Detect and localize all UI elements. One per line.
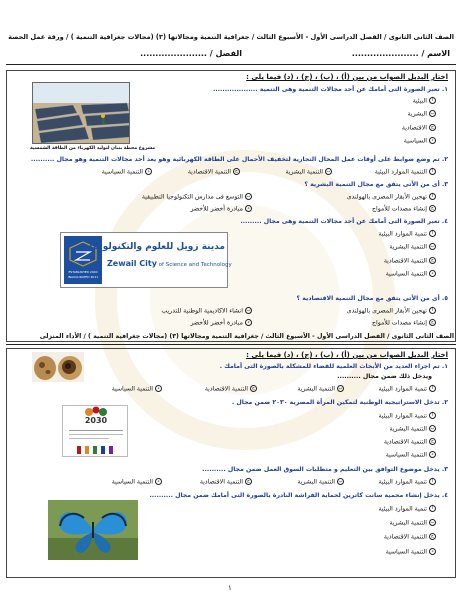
women-strategy-2030-poster	[62, 405, 128, 457]
section1-instruction: اختار البديل الصواب من بين (أ) ، (ب) ، (ج) ، (د) فيما يلى :	[246, 73, 448, 81]
hw-q4-option-d[interactable]: دالتنمية السياسية	[386, 548, 436, 557]
hw-q3-option-c[interactable]: جالتنمية الاقتصادية	[200, 478, 252, 487]
hw-q1-option-a[interactable]: أتنمية الموارد البيئية	[378, 385, 436, 394]
q5-option-d[interactable]: دمبادرة أخضر للأخضر	[191, 319, 253, 328]
hw-q2-option-a[interactable]: أتنمية الموارد البيئية	[378, 412, 436, 421]
hw-q1-subtext: ويدخل ذلك ضمن مجال ..........	[337, 373, 432, 380]
hw-q4-option-a[interactable]: أتنمية الموارد البيئية	[378, 505, 436, 514]
zewail-city-logo	[60, 232, 232, 288]
q5-option-b[interactable]: بانشاء الاكاديمية الوطنية للتدريب	[161, 307, 251, 315]
q3-option-a[interactable]: أتهجين الأبقار المصرى بالهولندى	[347, 193, 436, 202]
zewail-logo-emblem: ESTABLISHED 2000 INAUGURATED 2011	[64, 236, 102, 284]
solar-plant-image	[32, 82, 130, 144]
name-field-label: الاسم / ......................	[351, 49, 450, 58]
q4-option-a[interactable]: أتنمية الموارد البيئية	[378, 230, 436, 239]
homework-divider	[6, 344, 456, 345]
q2-text: ٢. تم وضع ضوابط على أوقات عمل المحال التجارية لتخفيف الأحمال على الطاقة الكهربائية وهو يعد أحد مجالات التنمية وهو مجال ..........	[30, 156, 448, 163]
hw-q3-text: ٣. يدخل موضوع التوافق بين التعليم و متطلبات السوق العمل ضمن مجال ..........	[202, 466, 448, 473]
hw-q1-option-c[interactable]: جالتنمية الاقتصادية	[205, 385, 257, 394]
header-divider	[6, 64, 456, 65]
hw-q4-option-b[interactable]: بالتنمية البشرية	[389, 519, 435, 527]
q3-option-b[interactable]: بالتوسع فى مدارس التكنولوجيا التطبيقية	[141, 193, 251, 201]
q2-option-a[interactable]: أالتنمية الموارد البيئية	[375, 168, 436, 177]
q3-option-c[interactable]: جإنشاء مصدات للأمواج	[372, 205, 436, 214]
q3-text: ٣. أى من الأتى يتفق مع مجال التنمية البشرية ؟	[304, 181, 448, 188]
q5-text: ٥. أى من الأتى يتفق مع مجال التنمية الاقتصادية ؟	[296, 295, 448, 302]
page-number: ١	[228, 584, 232, 592]
hw-q1-option-d[interactable]: دالتنمية السياسية	[112, 385, 162, 394]
poster-year: 2030	[84, 416, 108, 425]
hw-q1-option-b[interactable]: بالتنمية البشرية	[297, 385, 343, 393]
q5-option-c[interactable]: جإنشاء مصدات للأمواج	[372, 319, 436, 328]
hw-q3-option-d[interactable]: دالتنمية السياسية	[112, 478, 162, 487]
q1-option-c[interactable]: جالاقتصادية	[402, 124, 436, 133]
q1-option-a[interactable]: أالبيئية	[413, 97, 436, 106]
q2-option-d[interactable]: دالتنمية السياسية	[102, 168, 152, 177]
hw-q2-option-d[interactable]: دالتنمية السياسية	[386, 451, 436, 460]
q1-option-d[interactable]: دالسياسية	[404, 137, 436, 146]
hw-q3-option-b[interactable]: بالتنمية البشرية	[297, 478, 343, 486]
q4-option-b[interactable]: بالتنمية البشرية	[389, 243, 435, 251]
q4-option-c[interactable]: جالتنمية الاقتصادية	[384, 257, 436, 266]
hw-q3-option-a[interactable]: أتنمية الموارد البيئية	[378, 478, 436, 487]
q2-option-c[interactable]: جالتنمية الاقتصادية	[188, 168, 240, 177]
hw-q4-option-c[interactable]: جالتنمية الاقتصادية	[384, 533, 436, 542]
q1-text: ١. تعبر الصورة التى أمامك عن أحد مجالات التنمية وهى التنمية ...................	[212, 86, 448, 93]
q3-option-d[interactable]: دمبادرة أخضر للأخضر	[191, 205, 253, 214]
q4-text: ٤. تعبر الصورة التى أمامك عن أحد مجالات التنمية وهى مجال .........	[240, 218, 448, 225]
hw-q2-option-c[interactable]: جالتنمية الاقتصادية	[384, 438, 436, 447]
hw-q2-option-b[interactable]: بالتنمية البشرية	[389, 425, 435, 433]
zewail-logo-english: Zewail City of Science and Technology	[107, 259, 232, 268]
homework-header: الصف الثانى الثانوى / الفصل الدراسى الأول - الأسبوع الثالث / جغرافية التنمية ومجالاتها (٣) (مجالات جغرافية التنمية ) / الأداء المنزلى	[39, 333, 454, 340]
section2-instruction: اختار البديل الصواب من بين (أ) ، (ب) ، (ج) ، (د) فيما يلى :	[246, 351, 448, 359]
zewail-logo-arabic: مدينة زويل للعلوم والتكنولوجيا	[89, 242, 225, 252]
class-field-label: الفصل / ......................	[140, 49, 242, 58]
hw-q1-text: ١. تم اجراء العديد من الأبحاث العلمية للقضاء للمشكلة بالصورة التى أمامك .	[219, 363, 448, 370]
q1-option-b[interactable]: بالبشرية	[407, 110, 435, 118]
solar-image-caption: مشروع محطة بنبان لتوليد الكهرباء من الطاقة الشمسية	[30, 146, 156, 151]
hw-q4-text: ٤. يدخل إنشاء محمية سانت كاترين لحماية الفراشة النادرة بالصورة التى أمامك ضمن مجال ..........	[149, 492, 448, 499]
header-title: الصف الثانى الثانوى / الفصل الدراسى الأول - الأسبوع الثالث / جغرافية التنمية ومجالاتها (٣) (مجالات جغرافية التنمية ) / ورقة عمل الحصة	[8, 33, 454, 41]
blue-butterfly-image	[48, 500, 138, 560]
hw-q2-text: ٢. تدخل الاستراتيجية الوطنية لتمكين المرأة المصرية ٢٠٣٠ ضمن مجال .	[231, 399, 448, 406]
q4-option-d[interactable]: دالتنمية السياسية	[386, 270, 436, 279]
q2-option-b[interactable]: بالتنمية البشرية	[285, 168, 331, 176]
diseased-potatoes-image	[32, 352, 84, 382]
q5-option-a[interactable]: أتهجين الأبقار المصرى بالهولندى	[347, 307, 436, 316]
